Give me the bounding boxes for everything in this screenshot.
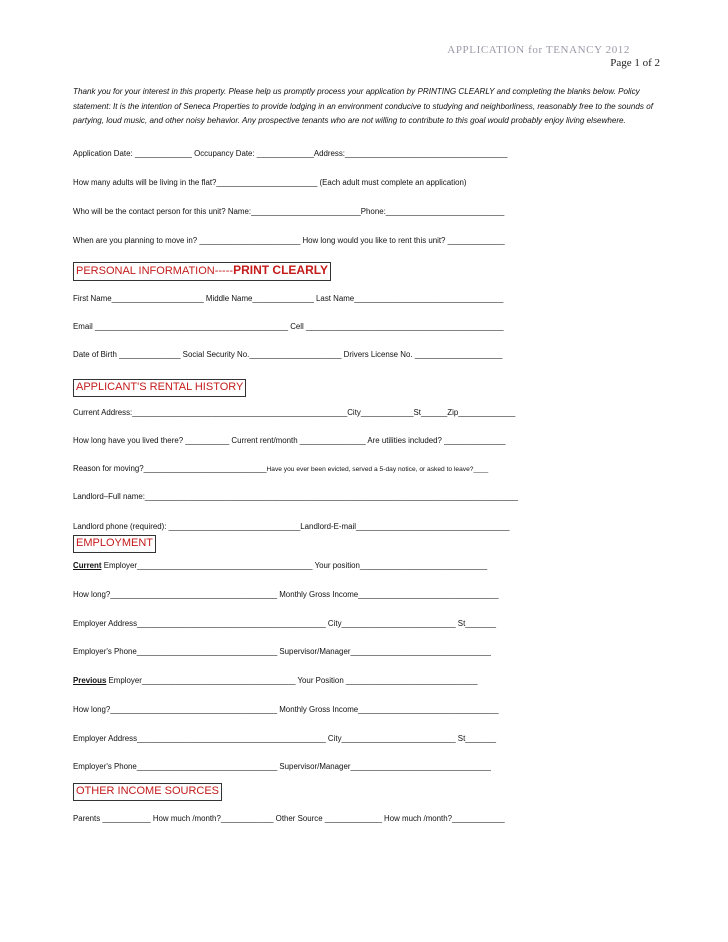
- intro-paragraph: Thank you for your interest in this property. Please help us promptly process your application by PRINTING CLEARLY and completing the blanks below. Policy statement: It is the intention of Seneca Properties to provide lodging in an environment conducive to studying and neighborliness, reasonably free to the sounds of partying, loud music, and other noisy behavior. Any prospective tenants who are not willing to contribute to this goal would probably enjoy living elsewhere.: [73, 87, 653, 126]
- landlord-phone-email-line[interactable]: Landlord phone (required): ______________________________Landlord-E-mail___________________________________: [73, 522, 510, 531]
- section-rental-history: APPLICANT'S RENTAL HISTORY: [73, 379, 246, 397]
- adults-count-line[interactable]: How many adults will be living in the flat?_______________________ (Each adult must complete an application): [73, 178, 467, 187]
- name-line[interactable]: First Name_____________________ Middle Name______________ Last Name__________________________________: [73, 294, 504, 303]
- email-cell-line[interactable]: Email ____________________________________________ Cell _____________________________________________: [73, 322, 504, 331]
- section-other-income: OTHER INCOME SOURCES: [73, 783, 222, 801]
- move-in-line[interactable]: When are you planning to move in? _______________________ How long would you like to rent this unit? _____________: [73, 236, 505, 245]
- current-label: Current: [73, 561, 102, 570]
- current-employer-address-line[interactable]: Employer Address___________________________________________ City__________________________ St_______: [73, 619, 496, 628]
- current-address-line[interactable]: Current Address:_________________________________________________City____________St______Zip_____________: [73, 408, 516, 417]
- reason-for-moving-line[interactable]: [73, 464, 668, 473]
- form-title: APPLICATION for TENANCY 2012: [447, 44, 630, 56]
- current-employer-field[interactable]: Employer________________________________________ Your position_____________________________: [101, 561, 488, 570]
- current-employer-line[interactable]: [73, 561, 668, 570]
- previous-employer-phone-line[interactable]: Employer's Phone________________________________ Supervisor/Manager________________________________: [73, 762, 491, 771]
- section-employment: EMPLOYMENT: [73, 535, 156, 553]
- print-clearly-label: PRINT CLEARLY: [233, 263, 328, 277]
- section-personal-information: [73, 262, 331, 281]
- current-employment-duration-line[interactable]: How long?______________________________________ Monthly Gross Income________________________________: [73, 590, 499, 599]
- previous-employer-field[interactable]: Employer___________________________________ Your Position ______________________________: [106, 676, 478, 685]
- previous-label: Previous: [73, 676, 107, 685]
- other-income-line[interactable]: Parents ___________ How much /month?____________ Other Source _____________ How much /month?____________: [73, 814, 505, 823]
- landlord-name-line[interactable]: Landlord–Full name:_____________________________________________________________________________________: [73, 492, 518, 501]
- previous-employment-duration-line[interactable]: How long?______________________________________ Monthly Gross Income________________________________: [73, 705, 499, 714]
- page-number: Page 1 of 2: [610, 57, 660, 69]
- previous-employer-address-line[interactable]: Employer Address___________________________________________ City__________________________ St_______: [73, 734, 496, 743]
- dob-ssn-license-line[interactable]: Date of Birth ______________ Social Security No._____________________ Drivers License No. ____________________: [73, 350, 503, 359]
- application-date-line[interactable]: Application Date: _____________ Occupancy Date: _____________Address:_____________________________________: [73, 149, 508, 158]
- current-employer-phone-line[interactable]: Employer's Phone________________________________ Supervisor/Manager________________________________: [73, 647, 491, 656]
- contact-person-line[interactable]: Who will be the contact person for this unit? Name:_________________________Phone:___________________________: [73, 207, 505, 216]
- eviction-question-field[interactable]: Have you ever been evicted, served a 5-day notice, or asked to leave?____: [266, 466, 489, 473]
- reason-for-moving-field[interactable]: Reason for moving?____________________________: [73, 464, 267, 473]
- previous-employer-line[interactable]: [73, 676, 668, 685]
- section-personal-label: PERSONAL INFORMATION-----: [76, 265, 234, 277]
- residence-duration-line[interactable]: How long have you lived there? __________ Current rent/month _______________ Are utilities included? ______________: [73, 436, 506, 445]
